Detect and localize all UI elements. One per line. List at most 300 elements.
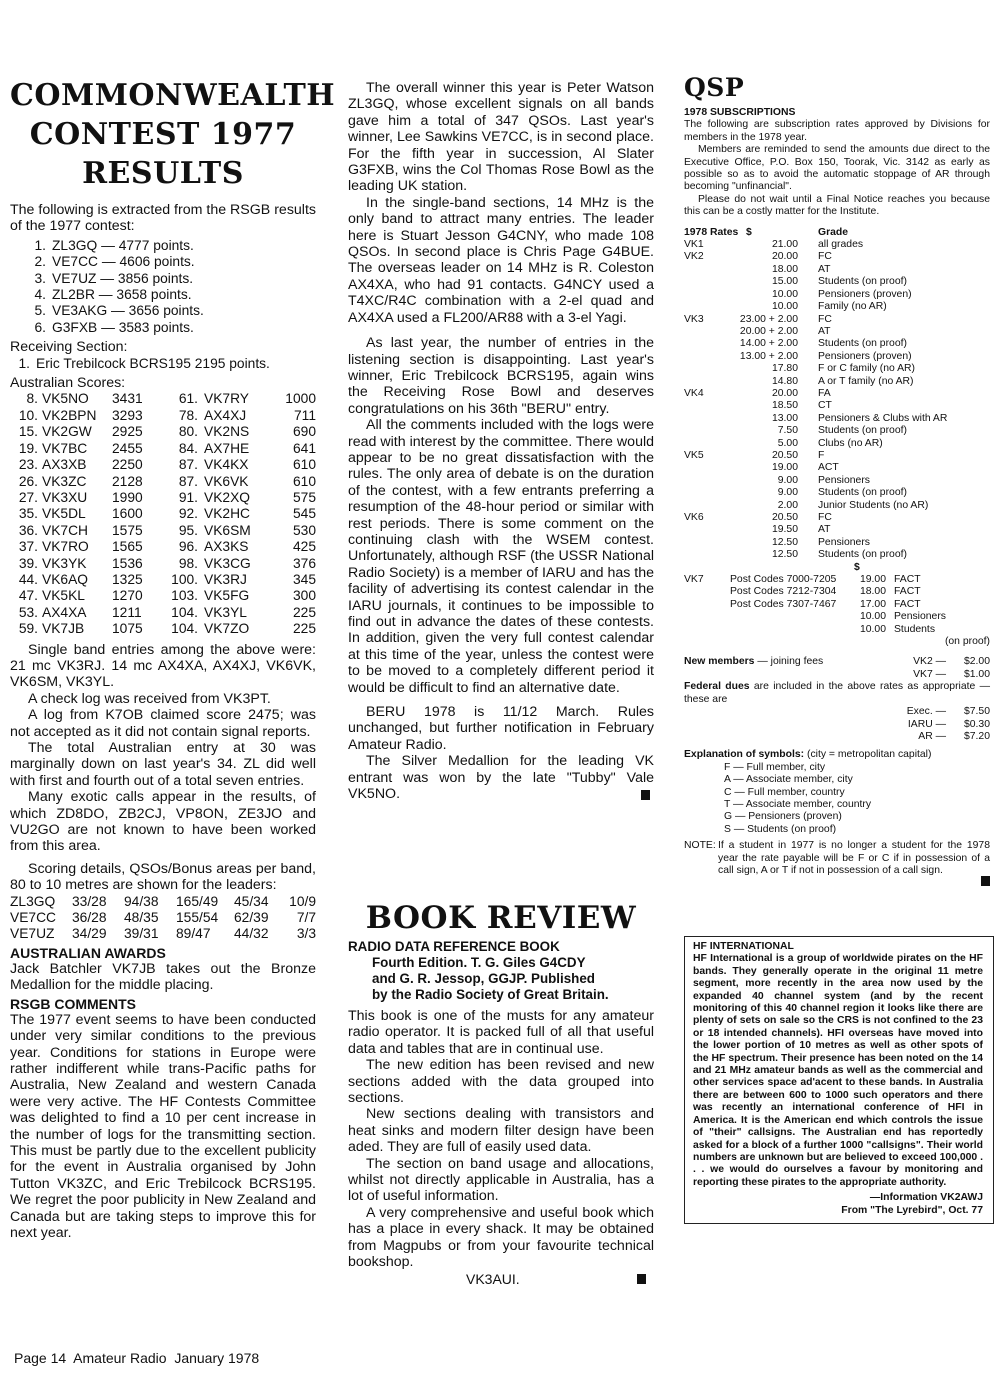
rate-row — [684, 462, 990, 474]
band-score: 39/31 — [124, 926, 159, 942]
subscriptions-heading: 1978 SUBSCRIPTIONS — [684, 107, 796, 118]
rate-row — [684, 289, 990, 301]
review-signature: VK3AUI. — [466, 1270, 520, 1287]
score-points: 225 — [292, 621, 316, 637]
review-signature-line — [348, 1271, 654, 1287]
rate-grade: Pensioners — [818, 536, 870, 548]
score-points: 345 — [292, 571, 316, 587]
score-call: VK7RO — [42, 539, 89, 555]
rate-amount: 18.00 — [859, 586, 886, 598]
federal-item: Exec. — — [906, 706, 946, 718]
rate-amount: 20.50 — [771, 512, 798, 523]
rate-grade: Pensioners (proven) — [818, 350, 912, 362]
contest-title-line: RESULTS — [82, 156, 244, 191]
leader-call: VE7UZ — [10, 926, 55, 942]
band-score: 165/49 — [176, 893, 219, 909]
rate-grade: Students — [894, 623, 936, 635]
hf-credit-line: From "The Lyrebird", Oct. 77 — [841, 1205, 983, 1217]
score-rank: 35. — [18, 506, 38, 522]
score-call: VK6VK — [204, 473, 249, 489]
hf-credit-line: —Information VK2AWJ — [869, 1192, 983, 1204]
vk7-rate-row — [730, 574, 990, 586]
rates-table — [684, 239, 990, 562]
rate-amount: 13.00 — [771, 412, 798, 424]
rate-amount: 14.00 + 2.00 — [739, 338, 798, 350]
winner-para: The overall winner this year is Peter Watson ZL3GQ, whose excellent signals on all bands gave him a total of 347 QSOs. Last year's winner, Lee Sawkins VE7CC, is in second place. For the fifth year in succession, Al Slater G3FXB, wins the Col Thomas Rose Bowl as the leading UK station. — [348, 80, 654, 195]
rate-amount: 17.00 — [859, 598, 886, 610]
australian-score-row — [10, 441, 316, 457]
score-rank: 104. — [171, 621, 198, 637]
score-call: VK6AQ — [42, 571, 89, 587]
rate-row — [684, 239, 990, 251]
federal-dues-table — [684, 706, 990, 743]
rate-amount: 15.00 — [771, 276, 798, 288]
score-call: VK2HC — [204, 506, 251, 522]
review-para: The section on band usage and allocations, whilst not directly applicable in Australia, has a lot of useful information. — [348, 1155, 654, 1205]
score-points: 2925 — [112, 424, 143, 440]
rate-grade: FC — [818, 313, 832, 325]
rate-amount: 20.50 — [771, 449, 798, 461]
rate-grade: A or T family (no AR) — [818, 375, 914, 387]
awards-heading: AUSTRALIAN AWARDS — [10, 944, 166, 961]
score-rank: 95. — [178, 522, 198, 538]
rate-amount: 9.00 — [777, 474, 798, 486]
rate-row — [684, 314, 990, 326]
rate-amount: 10.00 — [859, 623, 886, 635]
score-call: VK5KL — [42, 588, 85, 604]
band-score: 48/35 — [124, 910, 159, 926]
score-points: 1990 — [112, 489, 143, 505]
symbol-item: F — Full member, city — [724, 761, 826, 773]
rate-division — [684, 438, 734, 450]
score-rank: 80. — [178, 424, 198, 440]
rate-grade: Students (on proof) — [818, 338, 907, 350]
australian-score-row — [10, 523, 316, 539]
symbol-item: T — Associate member, country — [724, 798, 872, 810]
score-points: 2250 — [112, 457, 143, 473]
receiving-entry: 1. Eric Trebilcock BCRS195 2195 points. — [18, 355, 270, 371]
rate-division — [684, 351, 734, 363]
score-call: VK2NS — [204, 424, 250, 440]
score-points: 530 — [292, 522, 316, 538]
listening-section-para: As last year, the number of entries in the listening section is disappointing. Last year's winner, Eric Trebilcock BCRS195, again wins the Receiving Rose Bowl and deserves congratulations on his 36th "BERU" entry. — [348, 335, 654, 417]
rate-division — [684, 276, 734, 288]
score-points: 1536 — [112, 555, 143, 571]
beru-para: BERU 1978 is 11/12 March. Rules unchanged, but further notification in February Amateur Radio. — [348, 704, 654, 753]
federal-fee: $7.20 — [963, 730, 990, 742]
score-call: VK7ZO — [204, 621, 250, 637]
score-call: VK7RY — [204, 391, 249, 407]
rate-amount: 10.00 — [771, 301, 798, 313]
vk7-note: (on proof) — [944, 636, 990, 648]
rate-division — [684, 413, 734, 425]
rate-row — [684, 376, 990, 388]
end-mark-icon — [637, 1274, 646, 1284]
rate-grade: Family (no AR) — [818, 301, 887, 313]
new-members-block — [684, 656, 990, 681]
top-score-item: 2. VE7CC — 4606 points. — [34, 254, 195, 270]
comments-para: All the comments included with the logs were read with interest by the committee. There would appear to be no great dissatisfaction with the rules. The only area of debate is on the duration of the contest, with a few entrants preferring a resumption of the 48-hour period or similar with rest periods. There is some comment on the continuing clash with the WSEM contest. Unfortunately, although RSF (the USSR National Radio Society) is a member of IARU and has the facility of advertising its contest calendar in the IARU journals, it continues to be impossible to find out in advance the dates of these contests. In addition, given the very full contest calendar at this time of the year, unless the contest were to be moved to a completely different period it would be difficult to find an alternative date. — [348, 417, 654, 696]
rate-amount: 7.50 — [777, 425, 798, 437]
australian-score-row — [10, 424, 316, 440]
symbols-para: Explanation of symbols: (city = metropolitan capital) — [684, 749, 932, 761]
rate-grade: FACT — [894, 598, 921, 610]
score-points: 3293 — [112, 407, 143, 423]
score-points: 690 — [292, 424, 316, 440]
rate-grade: AT — [818, 325, 831, 337]
score-rank: 23. — [18, 457, 38, 473]
symbol-item: A — Associate member, city — [724, 774, 853, 786]
federal-fee: $7.50 — [963, 706, 990, 718]
new-members-row: New members — joining fees VK2 — $2.00 — [684, 656, 990, 668]
rate-grade: Students (on proof) — [818, 276, 907, 288]
hf-credit — [693, 1191, 983, 1217]
review-para: A very comprehensive and useful book which has a place in every shack. It may be obtained from Magpubs or from your favourite technical bookshop. — [348, 1204, 654, 1271]
contest-title-line: CONTEST 1977 — [29, 117, 297, 152]
rate-grade: Pensioners — [818, 474, 870, 486]
contest-title — [10, 76, 336, 193]
band-score: 44/32 — [234, 926, 269, 942]
single-band-para: Single band entries among the above were: 21 mc VK3RJ. 14 mc AX4XA, AX4XJ, VK6VK, VK6SM, VK3YL. — [10, 641, 316, 691]
rate-amount: 21.00 — [771, 239, 798, 251]
score-rank: 8. — [26, 391, 38, 407]
score-points: 225 — [292, 604, 316, 620]
review-para: The new edition has been revised and new sections added with the data grouped into sections. — [348, 1057, 654, 1107]
band-score: 89/47 — [176, 926, 211, 942]
rate-amount: 14.80 — [771, 375, 798, 387]
score-rank: 26. — [18, 473, 38, 489]
score-points: 3431 — [112, 391, 143, 407]
rsgb-heading: RSGB COMMENTS — [10, 995, 136, 1012]
rsgb-text: The 1977 event seems to have been conducted under very similar conditions to the previous year. Conditions for stations in Europe were rather indifferent while trans-Pacific paths for Australia, New Zealand and western Canada were very active. The HF Contests Committee was delighted to find a 10 per cent increase in the number of logs for the transmitting section. This must be partly due to the excellent publicity for the event in Australia organised by John Tutton VK3ZC, and Eric Trebilcock BCRS195. We regret the poor publicity in New Zealand and Canada but are taking steps to improve this for next year. — [10, 1011, 316, 1241]
book-review-title: BOOK REVIEW — [365, 900, 637, 936]
rate-division — [684, 326, 734, 338]
rate-grade: FACT — [894, 586, 921, 598]
australian-score-row — [10, 621, 316, 637]
book-info — [348, 939, 654, 1003]
score-call: VK3CG — [204, 555, 251, 571]
score-call: VK7JB — [42, 621, 85, 637]
score-rank: 104. — [171, 604, 198, 620]
rate-row — [684, 500, 990, 512]
top-score-item: 3. VE7UZ — 3856 points. — [34, 270, 194, 286]
page-footer: Page 14 Amateur Radio January 1978 — [14, 1350, 260, 1366]
contest-intro: The following is extracted from the RSGB results of the 1977 contest: — [10, 202, 316, 235]
note-label: NOTE: — [684, 840, 716, 852]
rate-grade: FA — [818, 387, 831, 399]
leader-row — [10, 926, 316, 942]
vk7-dollar: $ — [854, 561, 860, 573]
review-para: New sections dealing with transistors and heat sinks and modern filter design have been aded. They are full of easily used data. — [348, 1106, 654, 1156]
score-call: VK7CH — [42, 522, 89, 538]
rate-row — [684, 351, 990, 363]
score-call: VK3XU — [42, 489, 88, 505]
symbol-item: G — Pensioners (proven) — [724, 811, 842, 823]
rate-row — [684, 338, 990, 350]
score-rank: 61. — [178, 391, 198, 407]
rate-grade: FACT — [894, 574, 921, 586]
band-score: 155/54 — [176, 910, 219, 926]
rate-row — [684, 301, 990, 313]
vk7-label: VK7 — [684, 574, 704, 586]
band-score: 94/38 — [124, 893, 159, 909]
australian-score-row — [10, 474, 316, 490]
rate-row — [684, 524, 990, 536]
score-rank: 103. — [171, 588, 198, 604]
book-review-section — [348, 898, 654, 1287]
leader-call: ZL3GQ — [10, 893, 56, 909]
score-points: 1270 — [112, 588, 143, 604]
rate-division — [684, 400, 734, 412]
vk7-post-codes — [730, 624, 854, 636]
check-log-para: A check log was received from VK3PT. — [28, 690, 271, 707]
score-points: 2455 — [112, 440, 143, 456]
score-rank: 15. — [18, 424, 38, 440]
receiving-heading: Receiving Section: — [10, 339, 128, 356]
rate-grade: AT — [818, 263, 831, 275]
score-rank: 78. — [178, 407, 198, 423]
score-call: VK2XQ — [204, 489, 251, 505]
top-score-item: 6. G3FXB — 3583 points. — [34, 319, 194, 335]
federal-dues-para: Federal dues are included in the above rates as appropriate — these are — [684, 681, 990, 705]
rate-row — [684, 438, 990, 450]
vk7-post-codes: Post Codes 7000-7205 — [730, 574, 837, 586]
rate-grade: AT — [818, 524, 831, 536]
rate-grade: F or C family (no AR) — [818, 363, 915, 375]
rate-amount: 10.00 — [859, 611, 886, 623]
score-call: AX3KS — [204, 539, 249, 555]
note-text: If a student in 1977 is no longer a student for the 1978 year the rate payable will be F or C if in possession of a call sign, A or T if not in possession of a call sign. — [718, 840, 990, 876]
silver-medallion-para: The Silver Medallion for the leading VK entrant was won by the late "Tubby" Vale VK5NO. — [348, 753, 654, 803]
rate-grade: CT — [818, 400, 832, 412]
score-rank: 47. — [18, 588, 38, 604]
rate-row — [684, 450, 990, 462]
score-points: 1075 — [112, 621, 143, 637]
band-score: 36/28 — [72, 910, 107, 926]
federal-item: AR — — [918, 730, 946, 742]
rate-row — [684, 487, 990, 499]
rate-division — [684, 475, 734, 487]
score-call: AX7HE — [204, 440, 250, 456]
rate-amount: 9.00 — [777, 487, 798, 499]
rate-division — [684, 462, 734, 474]
rate-division — [684, 376, 734, 388]
score-call: VK2BPN — [42, 407, 97, 423]
rate-division — [684, 363, 734, 375]
australian-score-row — [10, 556, 316, 572]
federal-item: IARU — — [907, 718, 946, 730]
score-rank: 100. — [171, 571, 198, 587]
rate-grade: Students (on proof) — [818, 425, 907, 437]
score-points: 1325 — [112, 571, 143, 587]
rate-row — [684, 251, 990, 263]
score-call: AX4XJ — [204, 407, 247, 423]
vk7-block — [684, 574, 990, 636]
rate-amount: 19.50 — [771, 524, 798, 536]
rate-row — [684, 512, 990, 524]
score-call: VK3YK — [42, 555, 87, 571]
hf-text: HF International is a group of worldwide pirates on the HF bands. They generally operate in the original 11 metre segment, more recently in the area now used by the expanded 40 channel system (and by the recent monitoring of this 40 channel region it looks like there are plenty of sets on sale so the CRS is not confined to the 23 or 18 intended channels). HFI overseas have moved into the lower portion of 10 metres as well as other spots of the HF spectrum. Their presence has been noted on the 14 and 21 MHz amateur bands as well as the commercial and other services space ad'acent to these bands. In Australia there are between 600 to 1000 such operators and there was recently an international conference of HFI in America. It is the American end which controls the issue of "their" callsigns. The Australian end has reportedly asked for a block of a further 1000 "callsigns". Their world numbers are unknown but are believed to exceed 100,000 . . . we would do ourselves a favour by monitoring and reporting these pirates to the appropriate authority. — [693, 953, 983, 1188]
band-score: 7/7 — [296, 910, 316, 926]
qsp-title: QSP — [684, 73, 745, 102]
rate-grade: FC — [818, 251, 832, 263]
rate-division — [684, 289, 734, 301]
rate-amount: 18.50 — [771, 400, 798, 412]
rate-row — [684, 400, 990, 412]
hf-international-box — [684, 936, 994, 1224]
australian-score-row — [10, 605, 316, 621]
rate-amount: 19.00 — [859, 574, 886, 586]
top-scores-list — [10, 238, 316, 336]
vk7-rate-row — [730, 599, 990, 611]
australian-score-row — [10, 506, 316, 522]
hf-heading: HF INTERNATIONAL — [693, 941, 794, 952]
book-detail-line: Fourth Edition. T. G. Giles G4CDY — [372, 955, 586, 970]
score-points: 610 — [292, 473, 316, 489]
rate-row — [684, 537, 990, 549]
rate-row — [684, 475, 990, 487]
score-rank: 53. — [18, 604, 38, 620]
score-points: 425 — [292, 539, 316, 555]
rate-amount: 20.00 — [771, 251, 798, 263]
australian-score-row — [10, 588, 316, 604]
rate-division — [684, 537, 734, 549]
score-call: VK5NO — [42, 391, 89, 407]
exotic-calls-para: Many exotic calls appear in the results, of which ZD8DO, ZB2CJ, VP8ON, ZE3JO and VU2GO are not known to have been worked from this area. — [10, 789, 316, 855]
rate-row — [684, 413, 990, 425]
rate-amount: 12.50 — [771, 536, 798, 548]
rate-division: VK6 — [684, 512, 704, 523]
leader-row — [10, 910, 316, 926]
new-members-row: VK7 — $1.00 — [913, 668, 990, 680]
australian-score-row — [10, 490, 316, 506]
federal-fee: $0.30 — [963, 718, 990, 730]
score-points: 1565 — [112, 539, 143, 555]
score-call: VK3YL — [204, 604, 247, 620]
score-rank: 39. — [18, 555, 38, 571]
score-rank: 59. — [18, 621, 38, 637]
vk7-post-codes: Post Codes 7212-7304 — [730, 586, 837, 598]
awards-text: Jack Batchler VK7JB takes out the Bronze Medallion for the middle placing. — [10, 960, 316, 994]
contest-title-line: COMMONWEALTH — [10, 78, 336, 113]
rate-grade: ACT — [818, 462, 839, 474]
rate-division — [684, 500, 734, 512]
qsp-column — [684, 0, 990, 1217]
rate-row — [684, 276, 990, 288]
score-call: VK6SM — [204, 522, 251, 538]
leader-call: VE7CC — [10, 910, 57, 926]
rate-division — [684, 487, 734, 499]
band-score: 33/28 — [72, 893, 107, 909]
rate-grade: Clubs (no AR) — [818, 437, 883, 449]
score-points: 300 — [292, 588, 316, 604]
rate-amount: 18.00 — [771, 263, 798, 275]
score-call: VK2GW — [42, 424, 92, 440]
rate-division — [684, 338, 734, 350]
australian-score-row — [10, 457, 316, 473]
leaders-table — [10, 894, 316, 943]
score-call: VK7BC — [42, 440, 88, 456]
symbol-item: C — Full member, country — [724, 786, 845, 798]
top-score-item: 1. ZL3GQ — 4777 points. — [34, 237, 194, 253]
score-points: 575 — [292, 489, 316, 505]
symbols-list — [684, 762, 990, 836]
score-call: AX4XA — [42, 604, 87, 620]
score-rank: 91. — [178, 489, 198, 505]
australian-score-row — [10, 408, 316, 424]
band-score: 10/9 — [289, 893, 316, 909]
vk7-rate-row — [730, 586, 990, 598]
federal-due-row — [684, 706, 990, 718]
book-detail-line: and G. R. Jessop, GGJP. Published — [372, 971, 595, 986]
score-points: 1600 — [112, 506, 143, 522]
band-score: 34/29 — [72, 926, 107, 942]
score-rank: 19. — [18, 440, 38, 456]
rate-division — [684, 264, 734, 276]
rate-division: VK3 — [684, 313, 704, 325]
rate-row — [684, 388, 990, 400]
band-score: 45/34 — [234, 893, 269, 909]
top-score-item: 4. ZL2BR — 3658 points. — [34, 287, 192, 303]
book-title: RADIO DATA REFERENCE BOOK — [348, 939, 560, 954]
rate-division — [684, 549, 734, 561]
score-points: 376 — [292, 555, 316, 571]
australian-heading: Australian Scores: — [10, 375, 126, 392]
australian-scores-table — [10, 391, 316, 637]
rate-amount: 17.80 — [771, 363, 798, 375]
score-rank: 98. — [178, 555, 198, 571]
rate-amount: 23.00 + 2.00 — [739, 313, 798, 325]
rate-division: VK4 — [684, 387, 704, 399]
score-call: VK4KX — [204, 457, 249, 473]
score-call: AX3XB — [42, 457, 87, 473]
rate-grade: FC — [818, 512, 832, 523]
vk7-rate-row — [730, 611, 990, 623]
score-points: 711 — [294, 407, 316, 423]
rate-grade: Pensioners — [894, 611, 946, 623]
rate-division: VK5 — [684, 449, 704, 461]
vk7-post-codes — [730, 611, 854, 623]
top-score-item: 5. VE3AKG — 3656 points. — [34, 303, 204, 319]
rate-division — [684, 524, 734, 536]
rate-division — [684, 425, 734, 437]
total-entry-para: The total Australian entry at 30 was marginally down on last year's 34. ZL did well with first and fourth out of a total seven entries. — [10, 740, 316, 789]
rate-grade: F — [818, 449, 825, 461]
score-rank: 10. — [18, 407, 38, 423]
score-call: VK5DL — [42, 506, 86, 522]
book-detail-line: by the Radio Society of Great Britain. — [372, 987, 609, 1002]
contest-continued-column — [348, 0, 654, 1287]
k7ob-para: A log from K7OB claimed score 2475; was not accepted as it did not contain signal reports. — [10, 707, 316, 740]
score-rank: 87. — [178, 457, 198, 473]
score-call: VK3RJ — [204, 571, 247, 587]
rate-amount: 19.00 — [771, 462, 798, 474]
rate-amount: 5.00 — [777, 437, 798, 449]
score-call: VK5FG — [204, 588, 250, 604]
score-points: 1211 — [112, 604, 142, 620]
rates-header: 1978 Rates $ Grade — [684, 226, 849, 238]
rate-amount: 12.50 — [771, 549, 798, 561]
subs-para: Please do not wait until a Final Notice reaches you because this can be a costly matter for the Institute. — [684, 193, 990, 218]
scoring-para: Scoring details, QSOs/Bonus areas per band, 80 to 10 metres are shown for the leaders: — [10, 860, 316, 894]
band-score: 3/3 — [296, 926, 316, 942]
rate-grade: Students (on proof) — [818, 549, 907, 561]
rate-grade: Pensioners & Clubs with AR — [818, 412, 948, 424]
subs-para: Members are reminded to send the amounts due direct to the Executive Office, P.O. Box 150, Toorak, Vic. 3142 as early as possible so as to avoid the automatic stoppage of AR through becoming "unfinancial". — [684, 144, 990, 193]
rate-division — [684, 301, 734, 313]
australian-score-row — [10, 572, 316, 588]
rate-amount: 2.00 — [777, 499, 798, 511]
